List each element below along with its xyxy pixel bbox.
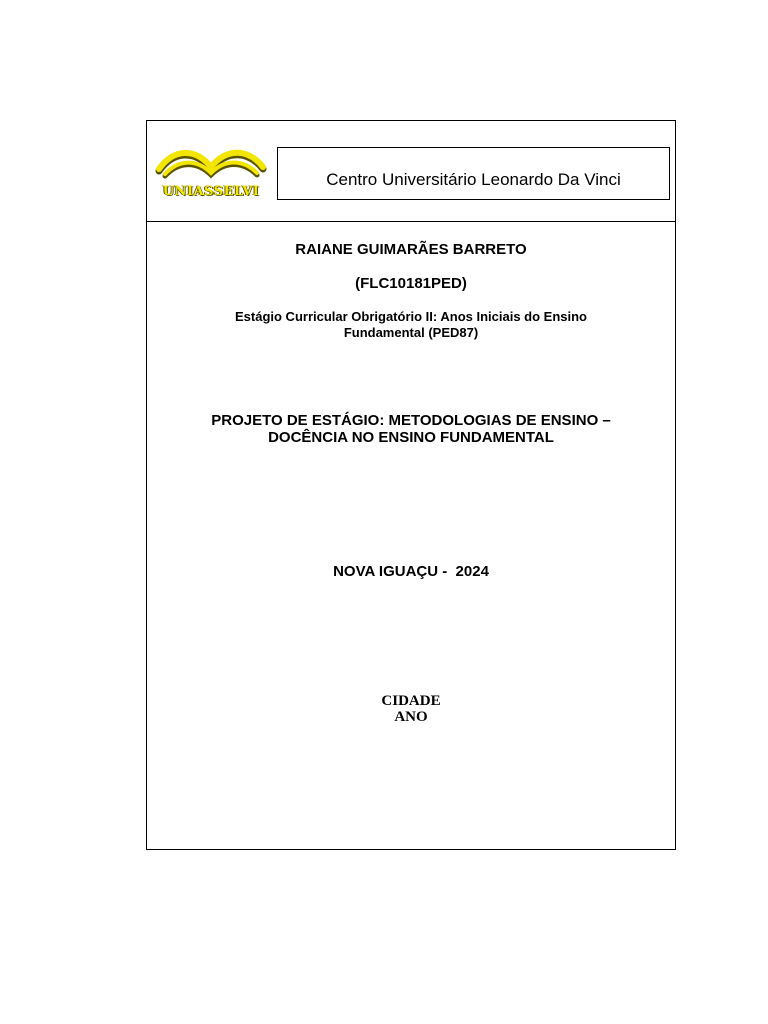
- city-label: CIDADE: [381, 693, 441, 709]
- institution-name: Centro Universitário Leonardo Da Vinci: [326, 169, 621, 189]
- course-title-line: Fundamental (PED87): [343, 325, 479, 340]
- header-band: [147, 121, 675, 222]
- course-title-line: Estágio Curricular Obrigatório II: Anos Iniciais do Ensino: [234, 309, 587, 324]
- city-year-placeholder: [147, 693, 675, 725]
- institution-box: [277, 147, 670, 200]
- logo-wordmark: UNIASSELVI: [162, 184, 260, 199]
- project-title: [147, 412, 675, 446]
- uniasselvi-logo: [155, 145, 267, 205]
- document-page: [146, 120, 676, 850]
- project-title-line: DOCÊNCIA NO ENSINO FUNDAMENTAL: [268, 429, 554, 446]
- year-label: ANO: [394, 709, 428, 725]
- project-title-line: PROJETO DE ESTÁGIO: METODOLOGIAS DE ENSINO –: [211, 412, 611, 429]
- book-wings-icon: [155, 145, 267, 185]
- student-code: (FLC10181PED): [355, 275, 467, 292]
- student-name: RAIANE GUIMARÃES BARRETO: [295, 241, 527, 258]
- course-title: [147, 309, 675, 341]
- place-year: NOVA IGUAÇU - 2024: [333, 563, 489, 580]
